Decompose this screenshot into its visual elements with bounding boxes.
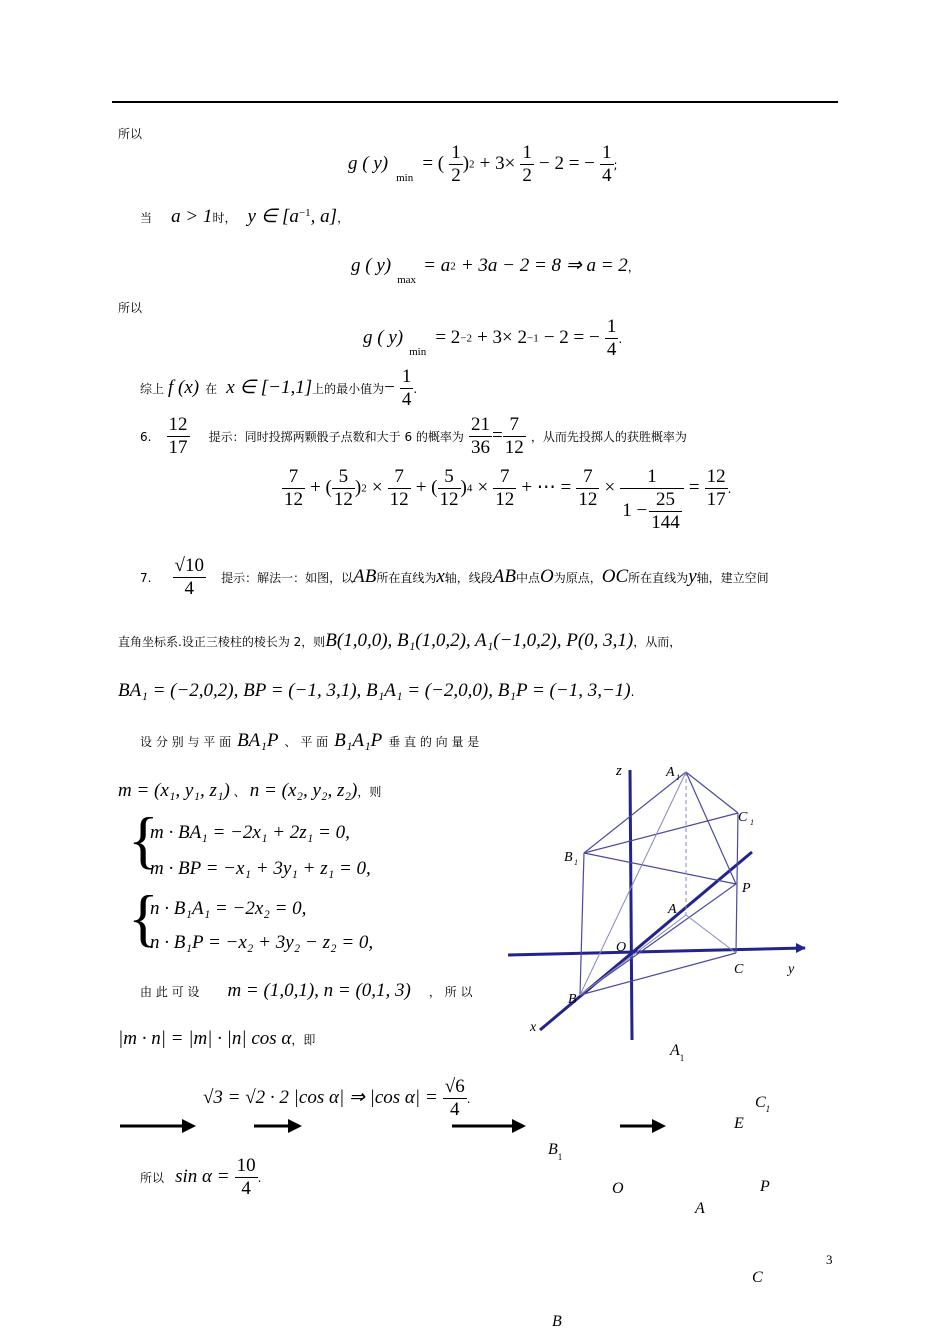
prism-figure: [500, 755, 820, 1065]
sys1-line1: m · BA₁ = −2x₁ + 2z₁ = 0,: [150, 822, 350, 843]
text-suoyi-2: 所以: [118, 301, 143, 315]
arrow-1-icon: [120, 1119, 196, 1133]
fig2-label-P: P: [760, 1178, 770, 1195]
label-A1: A: [666, 765, 675, 780]
label-y: y: [788, 962, 795, 977]
fig2-label-O: O: [612, 1180, 624, 1197]
sys1-line2: m · BP = −x₁ + 3y₁ + z₁ = 0,: [150, 858, 371, 879]
label-O: O: [616, 940, 627, 955]
svg-text:1: 1: [750, 818, 754, 827]
eq-cos: √3 = √2 · 2 |cos α| ⇒ |cos α| = $\frac{√6}{4}$ .: [203, 1076, 471, 1120]
fig2-label-C1: $C_1$: [755, 1094, 771, 1114]
fig2-label-A: A: [695, 1200, 705, 1217]
label-P: P: [742, 881, 751, 896]
eq-m-n-def: m = (x₁, y₁, z₁) 、 n = (x₂, y₂, z₂)，则: [118, 780, 382, 801]
eq-g-max: g ( $y)_{max} = a2 + 3a - 2 = 8$ ⇒ a = 2，: [351, 255, 640, 286]
arrow-2-icon: [254, 1119, 302, 1133]
svg-text:1: 1: [574, 858, 578, 867]
eq-q6-series: $\frac{7}{12}$ + ( $\frac{5}{12}$ )2 × $\frac{7}{12}$ + ( $\frac{5}{12}$ )4 × $\frac{7}{12}$ + ⋯ = $\frac{7}{12}$ × 1 1 − $\frac{25}{144}$ = $\frac{12}{17}$ .: [284, 466, 732, 533]
brace-2: {: [128, 882, 159, 953]
question-6-line: 6. $\frac{12}{17}$ 提示：同时投掷两颗骰子点数和大于 6 的概率为 $\frac{21}{36}$ = $\frac{7}{12}$ ，从而先投掷人的获胜概率为: [140, 414, 687, 458]
question-7-line: 7. $\frac{√10}{4}$ 提示：解法一：如图，以AB所在直线为x轴，线段AB中点O为原点，OC所在直线为y轴，建立空间: [140, 555, 769, 599]
arrows-row: [118, 1114, 678, 1140]
label-C1: C: [738, 810, 748, 825]
label-B: B: [568, 992, 577, 1007]
z-axis: [630, 770, 632, 1040]
sys2-line1: n · B₁A₁ = −2x₂ = 0,: [150, 898, 307, 919]
label-A: A: [668, 902, 677, 917]
sys2-line2: n · B₁P = −x₂ + 3y₂ − z₂ = 0,: [150, 932, 374, 953]
text-when-a-gt-1: 当 a > 1时， y ∈ [$a^{-1}$, a]，: [140, 206, 350, 227]
eq-g-min-2: g ( $y)_{min} = 2-2 + 3\times 2-1 - 2$ = − $\frac{1}{4}$ .: [363, 316, 623, 360]
fig2-label-B1: $B_1$: [548, 1141, 563, 1162]
label-C: C: [734, 962, 744, 977]
arrow-3-icon: [452, 1119, 526, 1133]
page-number: 3: [826, 1252, 833, 1267]
fig2-label-E: E: [734, 1115, 744, 1132]
text-set-mn: 由 此 可 设 m = (1,0,1), n = (0,1, 3) ， 所 以: [140, 980, 473, 1001]
y-axis: [508, 948, 805, 955]
y-arrow-icon: [796, 943, 806, 953]
header-rule: [112, 101, 838, 103]
label-x: x: [530, 1020, 537, 1035]
text-suoyi-1: 所以: [118, 127, 143, 141]
svg-text:1: 1: [676, 773, 680, 782]
brace-1: {: [128, 804, 159, 875]
label-B1: B: [564, 850, 573, 865]
eq-dot-product: |m · n| = |m| · |n| cos α，即: [118, 1028, 316, 1049]
text-normal-vectors: 设 分 别 与 平 面 BA₁P 、 平 面 B₁A₁P 垂 直 的 向 量 是: [140, 730, 480, 751]
arrow-4-icon: [620, 1119, 666, 1133]
fig2-label-A1: $A_1$: [670, 1042, 685, 1063]
eq-g-min-1: g ( $y)_{min}$ = ( $\frac{1}{2}$ )2 + 3× $\frac{1}{2}$ − 2 = − $\frac{1}{4}$ ;: [348, 142, 618, 186]
eq-sin: 所以 sin α = $\frac{10}{4}$ .: [140, 1155, 262, 1199]
fig2-label-C: C: [752, 1269, 763, 1286]
text-coords: 直角坐标系.设正三棱柱的棱长为 2，则B(1,0,0), B₁(1,0,2), A₁(−1,0,2), P(0, 3,1)，从而，: [118, 630, 682, 651]
text-summary: 综上 f (x) 在 x ∈ [−1,1]上的最小值为− $\frac{1}{4}$ .: [140, 366, 418, 410]
fig2-label-B: B: [552, 1313, 562, 1330]
eq-vectors: BA₁ = (−2,0,2), BP = (−1, 3,1), B₁A₁ = (−2,0,0), B₁P = (−1, 3,−1).: [118, 680, 635, 701]
label-z: z: [616, 763, 622, 779]
